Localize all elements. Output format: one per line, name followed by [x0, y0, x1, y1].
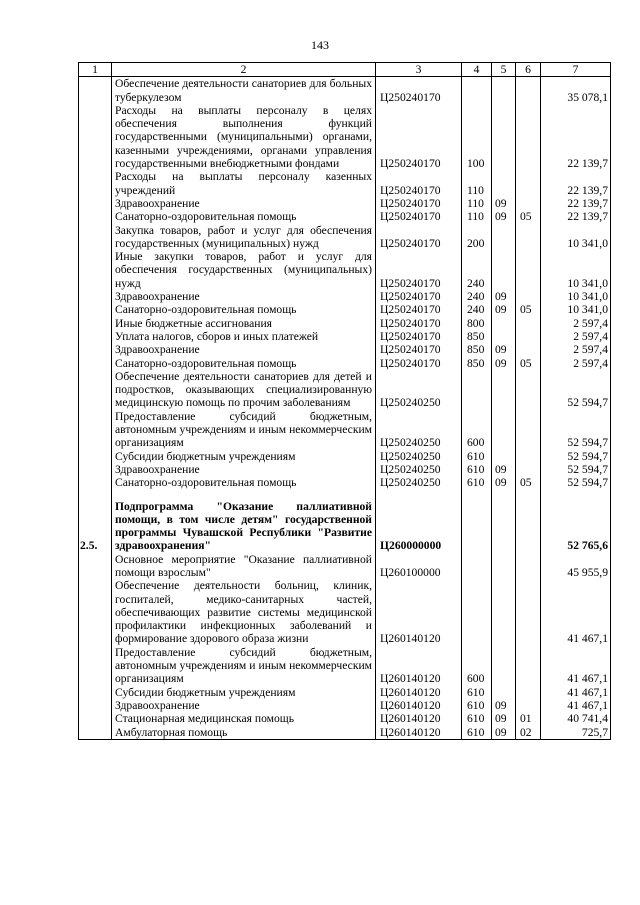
row-section: 09: [492, 210, 516, 223]
row-name: Санаторно-оздоровительная помощь: [112, 210, 376, 223]
row-amount: 52 594,7: [541, 463, 611, 476]
row-number: [79, 250, 112, 290]
table-row: [79, 712, 611, 725]
row-name: Санаторно-оздоровительная помощь: [112, 303, 376, 316]
row-subsection: [516, 170, 541, 197]
row-section: [492, 77, 516, 104]
row-number: [79, 646, 112, 686]
row-expense-type: [462, 490, 492, 500]
table-row: [79, 450, 611, 463]
row-section: 09: [492, 290, 516, 303]
row-amount: 52 594,7: [541, 370, 611, 410]
spacer-row: [79, 490, 611, 500]
row-expense-type: [462, 500, 492, 553]
table-row: [79, 686, 611, 699]
row-subsection: [516, 699, 541, 712]
page-number: 143: [311, 38, 329, 52]
row-code: Ц260140120: [376, 646, 462, 686]
row-section: [492, 330, 516, 343]
row-number: [79, 370, 112, 410]
table-row: [79, 410, 611, 450]
row-code: Ц260140120: [376, 726, 462, 740]
row-amount: 2 597,4: [541, 343, 611, 356]
table-row: [79, 330, 611, 343]
row-number: [79, 579, 112, 645]
row-amount: 35 078,1: [541, 77, 611, 104]
row-name: Амбулаторная помощь: [112, 726, 376, 740]
row-name: Здравоохранение: [112, 290, 376, 303]
row-subsection: [516, 290, 541, 303]
table-row: [79, 476, 611, 489]
row-expense-type: 100: [462, 104, 492, 170]
row-section: 09: [492, 699, 516, 712]
row-name: Обеспечение деятельности санаториев для детей и подростков, оказывающих специализированную медицинскую помощь по прочим заболеваниям: [112, 370, 376, 410]
row-subsection: [516, 197, 541, 210]
row-number: [79, 357, 112, 370]
row-code: Ц250240250: [376, 370, 462, 410]
row-number: [79, 224, 112, 251]
row-code: Ц250240170: [376, 197, 462, 210]
row-name: Здравоохранение: [112, 699, 376, 712]
row-code: Ц250240170: [376, 303, 462, 316]
row-code: Ц250240250: [376, 450, 462, 463]
row-section: [492, 410, 516, 450]
row-expense-type: 850: [462, 330, 492, 343]
row-name: [112, 490, 376, 500]
row-number: [79, 290, 112, 303]
row-code: Ц250240170: [376, 224, 462, 251]
row-amount: 2 597,4: [541, 357, 611, 370]
row-expense-type: [462, 553, 492, 580]
row-amount: 2 597,4: [541, 317, 611, 330]
row-code: Ц260000000: [376, 500, 462, 553]
row-expense-type: 240: [462, 303, 492, 316]
row-name: Основное мероприятие "Оказание паллиативной помощи взрослым": [112, 553, 376, 580]
header-cell: 4: [462, 63, 492, 77]
row-amount: 52 594,7: [541, 476, 611, 489]
table-row: [79, 290, 611, 303]
row-expense-type: 240: [462, 290, 492, 303]
row-expense-type: 200: [462, 224, 492, 251]
row-expense-type: 850: [462, 343, 492, 356]
row-expense-type: [462, 77, 492, 104]
row-expense-type: 610: [462, 463, 492, 476]
table-row: [79, 357, 611, 370]
row-name: Субсидии бюджетным учреждениям: [112, 450, 376, 463]
row-subsection: [516, 224, 541, 251]
row-section: [492, 646, 516, 686]
table-row: [79, 197, 611, 210]
row-section: 09: [492, 476, 516, 489]
row-section: [492, 686, 516, 699]
row-amount: 52 594,7: [541, 450, 611, 463]
row-expense-type: 240: [462, 250, 492, 290]
table-row: [79, 370, 611, 410]
row-expense-type: 600: [462, 646, 492, 686]
table-row: [79, 104, 611, 170]
row-number: [79, 77, 112, 104]
row-subsection: [516, 450, 541, 463]
row-name: Субсидии бюджетным учреждениям: [112, 686, 376, 699]
row-subsection: [516, 343, 541, 356]
row-name: Расходы на выплаты персоналу казенных учреждений: [112, 170, 376, 197]
row-name: Предоставление субсидий бюджетным, автономным учреждениям и иным некоммерческим организациям: [112, 646, 376, 686]
row-amount: 40 741,4: [541, 712, 611, 725]
row-amount: 10 341,0: [541, 303, 611, 316]
row-code: Ц250240170: [376, 210, 462, 223]
row-number: [79, 712, 112, 725]
row-amount: 2 597,4: [541, 330, 611, 343]
row-section: [492, 170, 516, 197]
row-expense-type: 850: [462, 357, 492, 370]
row-expense-type: 610: [462, 686, 492, 699]
row-subsection: [516, 410, 541, 450]
row-section: 09: [492, 463, 516, 476]
table-row: [79, 77, 611, 104]
header-cell: 5: [492, 63, 516, 77]
row-code: Ц260140120: [376, 579, 462, 645]
row-subsection: [516, 77, 541, 104]
row-number: [79, 170, 112, 197]
row-number: [79, 210, 112, 223]
row-name: Стационарная медицинская помощь: [112, 712, 376, 725]
row-name: Расходы на выплаты персоналу в целях обеспечения выполнения функций государственными (муниципальными) органами, казенными учреждениями, органами управления государственными внебюджетными фондами: [112, 104, 376, 170]
table-row: [79, 224, 611, 251]
table-row: [79, 463, 611, 476]
row-name: Уплата налогов, сборов и иных платежей: [112, 330, 376, 343]
row-section: [492, 317, 516, 330]
row-subsection: 05: [516, 303, 541, 316]
row-section: 09: [492, 197, 516, 210]
row-expense-type: 610: [462, 476, 492, 489]
row-subsection: [516, 686, 541, 699]
row-code: Ц250240170: [376, 317, 462, 330]
row-amount: 10 341,0: [541, 250, 611, 290]
row-subsection: 05: [516, 357, 541, 370]
row-section: 09: [492, 726, 516, 740]
row-name: Иные бюджетные ассигнования: [112, 317, 376, 330]
table-row: [79, 170, 611, 197]
table-row: [79, 699, 611, 712]
row-name: Здравоохранение: [112, 197, 376, 210]
row-amount: 41 467,1: [541, 646, 611, 686]
row-number: [79, 450, 112, 463]
row-section: 09: [492, 343, 516, 356]
row-expense-type: [462, 370, 492, 410]
row-expense-type: 600: [462, 410, 492, 450]
row-section: [492, 370, 516, 410]
row-section: 09: [492, 303, 516, 316]
row-number: [79, 303, 112, 316]
row-subsection: [516, 646, 541, 686]
table-row: [79, 579, 611, 645]
row-amount: 41 467,1: [541, 686, 611, 699]
row-amount: 52 594,7: [541, 410, 611, 450]
row-number: [79, 104, 112, 170]
row-code: Ц250240170: [376, 290, 462, 303]
row-name: Здравоохранение: [112, 463, 376, 476]
row-code: Ц250240170: [376, 77, 462, 104]
row-number: [79, 463, 112, 476]
row-code: Ц250240250: [376, 463, 462, 476]
row-expense-type: 610: [462, 450, 492, 463]
row-subsection: 05: [516, 476, 541, 489]
row-code: Ц250240170: [376, 330, 462, 343]
table-body: [79, 77, 611, 740]
row-expense-type: 110: [462, 197, 492, 210]
row-number: [79, 686, 112, 699]
row-amount: 22 139,7: [541, 170, 611, 197]
row-subsection: [516, 463, 541, 476]
row-amount: 41 467,1: [541, 699, 611, 712]
header-cell: 1: [79, 63, 112, 77]
row-amount: 725,7: [541, 726, 611, 740]
row-amount: 22 139,7: [541, 210, 611, 223]
table-row: [79, 553, 611, 580]
row-subsection: 05: [516, 210, 541, 223]
row-section: 09: [492, 712, 516, 725]
row-amount: 10 341,0: [541, 224, 611, 251]
header-row: [79, 63, 611, 77]
row-section: [492, 250, 516, 290]
table-row: [79, 303, 611, 316]
row-expense-type: [462, 579, 492, 645]
table-row: [79, 317, 611, 330]
row-section: [492, 450, 516, 463]
row-subsection: [516, 104, 541, 170]
row-amount: [541, 490, 611, 500]
row-number: [79, 726, 112, 740]
row-number: [79, 699, 112, 712]
row-section: [492, 500, 516, 553]
header-cell: 6: [516, 63, 541, 77]
row-subsection: 02: [516, 726, 541, 740]
row-subsection: [516, 490, 541, 500]
row-amount: 22 139,7: [541, 197, 611, 210]
row-name: Обеспечение деятельности больниц, клиник, госпиталей, медико-санитарных частей, обеспечивающих развитие системы медицинской профилактики инфекционных заболеваний и формирование здорового образа жизни: [112, 579, 376, 645]
row-subsection: 01: [516, 712, 541, 725]
table-row: [79, 646, 611, 686]
header-cell: 3: [376, 63, 462, 77]
row-section: [492, 104, 516, 170]
row-subsection: [516, 330, 541, 343]
row-code: Ц260140120: [376, 712, 462, 725]
row-subsection: [516, 370, 541, 410]
row-name: Обеспечение деятельности санаториев для больных туберкулезом: [112, 77, 376, 104]
row-amount: 52 765,6: [541, 500, 611, 553]
row-number: 2.5.: [79, 500, 112, 553]
row-expense-type: 610: [462, 699, 492, 712]
row-section: [492, 553, 516, 580]
row-code: Ц250240170: [376, 250, 462, 290]
row-number: [79, 343, 112, 356]
row-section: [492, 579, 516, 645]
table-row: [79, 726, 611, 740]
row-number: [79, 490, 112, 500]
row-code: Ц250240170: [376, 104, 462, 170]
row-name: Санаторно-оздоровительная помощь: [112, 357, 376, 370]
table-row: [79, 343, 611, 356]
row-section: [492, 224, 516, 251]
header-cell: 2: [112, 63, 376, 77]
row-expense-type: 610: [462, 712, 492, 725]
row-name: Предоставление субсидий бюджетным, автономным учреждениям и иным некоммерческим организациям: [112, 410, 376, 450]
row-subsection: [516, 553, 541, 580]
row-name: Иные закупки товаров, работ и услуг для обеспечения государственных (муниципальных) нужд: [112, 250, 376, 290]
row-number: [79, 197, 112, 210]
row-amount: 10 341,0: [541, 290, 611, 303]
row-code: Ц250240250: [376, 410, 462, 450]
row-section: 09: [492, 357, 516, 370]
row-name: Закупка товаров, работ и услуг для обеспечения государственных (муниципальных) нужд: [112, 224, 376, 251]
table-row: [79, 250, 611, 290]
row-name: Здравоохранение: [112, 343, 376, 356]
row-number: [79, 553, 112, 580]
header-cell: 7: [541, 63, 611, 77]
row-expense-type: 800: [462, 317, 492, 330]
row-number: [79, 330, 112, 343]
row-number: [79, 476, 112, 489]
row-amount: 22 139,7: [541, 104, 611, 170]
row-number: [79, 317, 112, 330]
row-code: Ц260140120: [376, 686, 462, 699]
row-subsection: [516, 579, 541, 645]
row-expense-type: 110: [462, 170, 492, 197]
row-amount: 41 467,1: [541, 579, 611, 645]
budget-table: [78, 62, 611, 740]
row-name: Подпрограмма "Оказание паллиативной помощи, в том числе детям" государственной программы Чувашской Республики "Развитие здравоохранения": [112, 500, 376, 553]
row-code: Ц260100000: [376, 553, 462, 580]
row-code: [376, 490, 462, 500]
row-subsection: [516, 317, 541, 330]
row-expense-type: 110: [462, 210, 492, 223]
row-section: [492, 490, 516, 500]
row-code: Ц260140120: [376, 699, 462, 712]
row-number: [79, 410, 112, 450]
row-subsection: [516, 500, 541, 553]
row-code: Ц250240170: [376, 343, 462, 356]
table-row: [79, 500, 611, 553]
row-name: Санаторно-оздоровительная помощь: [112, 476, 376, 489]
row-amount: 45 955,9: [541, 553, 611, 580]
row-code: Ц250240250: [376, 476, 462, 489]
row-code: Ц250240170: [376, 170, 462, 197]
row-code: Ц250240170: [376, 357, 462, 370]
row-expense-type: 610: [462, 726, 492, 740]
table-row: [79, 210, 611, 223]
table-header: [79, 63, 611, 77]
row-subsection: [516, 250, 541, 290]
